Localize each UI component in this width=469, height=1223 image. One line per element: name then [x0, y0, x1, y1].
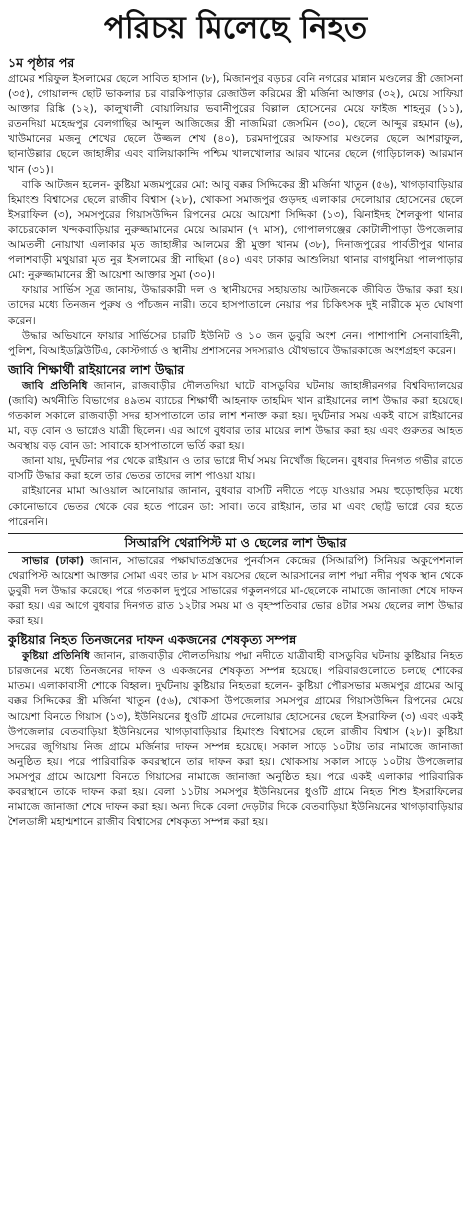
paragraph-remaining-victims: বাকি আটজন হলেন- কুষ্টিয়া মজমপুরের মো: আবু বক্কর সিদ্দিকের স্ত্রী মর্জিনা খাতুন (৫৬), খাগড়াবাড়িয়ার হিমাংশু বিশ্বাসের ছেলে রাজীব বিশ্বাস (২৮), খোকসা সমাজপুর গুড়দহ এলাকার দেলোয়ার হোসেনের ছেলে ইসরাফিল (৩), সমসপুরের গিয়াসউদ্দিন রিপনের মেয়ে আয়েশা সিদ্দিকা (১৩), ঝিনাইদহ শৈলকুপা থানার কাচেরকোল খন্দকবাড়িয়ার নুরুজ্জামানের মেয়ে আরমান (৭ মাস), গোপালগঞ্জের কোটালীপাড়া উপজেলার আমতলী নোয়াখা এলাকার মৃত জাহাঙ্গীর আলমের স্ত্রী মুক্তা খানম (৩৮), দিনাজপুরের পার্বতীপুর থানার পলাশবাড়ী মথুয়ারা মৃত নুর ইসলামের স্ত্রী নাছিমা (৪০) এবং ঢাকার আশুলিয়া থানার বাগধুনিয়া পালপাড়ার মো: নুরুজ্জামানের স্ত্রী আয়েশা আক্তার সুমা (৩০)।	[8, 178, 463, 282]
continuation-label: ১ম পৃষ্ঠার পর	[8, 55, 75, 70]
headline: পরিচয় মিলেছে নিহত	[103, 10, 368, 46]
section-heading-kushtia: কুষ্টিয়ার নিহত তিনজনের দাফন একজনের শেষকৃত্য সম্পন্ন	[8, 632, 297, 648]
correspondent-lead: সাভার (ঢাকা)	[22, 554, 85, 567]
paragraph-fire-service: ফায়ার সার্ভিস সূত্র জানায়, উদ্ধারকারী দল ও স্থানীয়দের সহায়তায় আটজনকে জীবিত উদ্ধার করা হয়। তাদের মধ্যে তিনজন পুরুষ ও পাঁচজন নারী। তবে হাসপাতালে নেয়ার পর চিকিৎসক দুই নারীকে মৃত ঘোষণা করেন।	[8, 284, 463, 327]
section-heading-crp: সিআরপি থেরাপিস্ট মা ও ছেলের লাশ উদ্ধার	[8, 533, 463, 553]
paragraph-jabi-report	[8, 379, 463, 454]
correspondent-lead: কুষ্টিয়া প্রতিনিধি	[22, 650, 90, 663]
paragraph-missing: জানা যায়, দুর্ঘটনার পর থেকে রাইয়ান ও তার ভাগ্নে দীর্ঘ সময় নিখোঁজ ছিলেন। বুধবার দিনগত গভীর রাতে বাসটি উদ্ধার করা হলে তার ভেতর তাদের লাশ পাওয়া যায়।	[8, 455, 463, 483]
paragraph-text: জানান, রাজবাড়ীর দৌলতদিয়া ঘাটে বাসডুবির ঘটনায় জাহাঙ্গীরনগর বিশ্ববিদ্যালয়ের (জাবি) অর্থনীতি বিভাগের ৪৯তম ব্যাচের শিক্ষার্থী আহনাফ তাহমিদ খান রাইয়ানের লাশ উদ্ধার করা হয়েছে। গতকাল সকালে রাজবাড়ী সদর হাসপাতালে তার লাশ শনাক্ত করা হয়। দুর্ঘটনার সময় একই বাসে রাইয়ানের মা, বড় বোন ও ভাগ্নেও যাত্রী ছিলেন। এর আগে বুধবার তার মায়ের লাশ উদ্ধার করা হয় এবং গুরুতর আহত অবস্থায় বড় বোন ডা: সাবাকে হাসপাতালে ভর্তি করা হয়।	[8, 379, 463, 453]
paragraph-text: জানান, রাজবাড়ীর দৌলতদিয়ায় পদ্মা নদীতে যাত্রীবাহী বাসডুবির ঘটনায় কুষ্টিয়ার নিহত চারজনের মধ্যে তিনজনের দাফন ও একজনের শেষকৃত্য সম্পন্ন হয়েছে। পরিবারগুলোতে চলছে শোকের মাতম। এলাকাবাসী শোকে বিহ্বল। দুর্ঘটনায় কুষ্টিয়ার নিহতরা হলেন- কুষ্টিয়া পৌরসভার মজমপুর গ্রামের আবু বক্কর সিদ্দিকের স্ত্রী মর্জিনা খাতুন (৫৬), খোকসা উপজেলার সমসপুর গ্রামের গিয়াসউদ্দিন রিপনের মেয়ে আয়েশা বিনতে গিয়াস (১৩), ইউনিয়নের ধুওটি গ্রামের দেলোয়ার হোসেনের ছেলে ইসরাফিল (৩) এবং একই উপজেলার বেতবাড়িয়া ইউনিয়নের খাগড়াবাড়িয়ার হিমাংশু বিশ্বাসের ছেলে রাজীব বিশ্বাস (২৮)। কুষ্টিয়া সদরের জুগিয়ায় নিজ গ্রামে মর্জিনার দাফন সম্পন্ন হয়েছে। সকাল সাড়ে ১০টায় তার নামাজে জানাজা অনুষ্ঠিত হয়। পরে পারিবারিক কবরস্থানে তার দাফন করা হয়। খোকসায় সকাল সাড়ে ১০টায় উপজেলার সমসপুর গ্রামে আয়েশা বিনতে গিয়াসের নামাজে জানাজা অনুষ্ঠিত হয়। পরে একই এলাকার পারিবারিক কবরস্থানে তাকে দাফন করা হয়। বেলা ১১টায় সমসপুর ইউনিয়নের ধুওটি গ্রামে নিহত শিশু ইসরাফিলের নামাজে জানাজা শেষে দাফন করা হয়। অন্য দিকে বেলা দেড়টার দিকে বেতবাড়িয়া ইউনিয়নের খাগড়াবাড়িয়ার শৈলডাঙ্গী মহাশ্মশানে রাজীব বিশ্বাসের শেষকৃত্য সম্পন্ন করা হয়।	[8, 650, 463, 829]
paragraph-victims-list: গ্রামের শরিফুল ইসলামের ছেলে সাবিত হাসান (৮), মিজানপুর বড়চর বেনি নগরের মান্নান মণ্ডলের স্ত্রী জোসনা (৩৫), গোয়ালন্দ ছোট ভাকলার চর বারকিপাড়ার রেজাউল করিমের স্ত্রী মর্জিনা আক্তার (৩২), মেয়ে সাফিয়া আক্তার রিঙ্কি (১২), কালুখালী বোয়ালিয়ার ভবানীপুরের বিল্লাল হোসেনের মেয়ে ফাইজ শাহনুর (১১), রতনদিয়া মহেন্দ্রপুর বেলগাছির আব্দুল আজিজের স্ত্রী নাজমিরা জেসমিন (৩০), ছেলে আব্দুর রহমান (৬), খাউমানের মজনু শেখের ছেলে উজ্জল শেখ (৪০), চরমদাপুরের আফসার মণ্ডলের ছেলে আশরাফুল, ছানাউল্লার ছেলে জাহাঙ্গীর এবং বালিয়াকান্দি পশ্চিম খালখোলার আরব খানের ছেলে (গাড়িচালক) আরমান খান (৩১)।	[8, 73, 463, 176]
paragraph-savar-report	[8, 554, 463, 629]
paragraph-kushtia-report	[8, 649, 463, 830]
paragraph-uncle-statement: রাইয়ানের মামা আওয়াল আনোয়ার জানান, বুধবার বাসটি নদীতে পড়ে যাওয়ার সময় হুড়োহুড়ির মধ্যে কোনোভাবে ভেতর থেকে বের হতে পারেন ডা: সাবা। তবে রাইয়ান, তার মা এবং ছোট্ট ভাগ্নে বের হতে পারেননি।	[8, 485, 463, 528]
correspondent-lead: জাবি প্রতিনিধি	[22, 379, 88, 392]
paragraph-rescue-operation: উদ্ধার অভিযানে ফায়ার সার্ভিসের চারটি ইউনিট ও ১০ জন ডুবুরি অংশ নেন। পাশাপাশি সেনাবাহিনী, পুলিশ, বিআইডব্লিউটিএ, কোস্টগার্ড ও স্থানীয় প্রশাসনের সদস্যরাও যৌথভাবে উদ্ধারকাজে অংশগ্রহণ করেন।	[8, 329, 463, 357]
paragraph-text: জানান, সাভারের পক্ষাঘাতগ্রস্তদের পুনর্বাসন কেন্দ্রের (সিআরপি) সিনিয়র অকুপেশনাল থেরাপিস্ট আয়েশা আক্তার সোমা এবং তার ৮ মাস বয়সের ছেলে আরসানের লাশ পদ্মা নদীর পৃথক স্থান থেকে ডুবুরী দল উদ্ধার করেছে। পরে গতকাল দুপুরে সাভারের গকুলনগরে মা-ছেলেকে নামাজে জানাজা শেষে দাফন করা হয়। এর আগে বুধবার দিনগত রাত ১২টার সময় মা ও বৃহস্পতিবার ভোর ৪টার সময় ছেলের লাশ উদ্ধার করা হয়।	[8, 554, 463, 628]
section-heading-jabi: জাবি শিক্ষার্থী রাইয়ানের লাশ উদ্ধার	[8, 361, 185, 377]
